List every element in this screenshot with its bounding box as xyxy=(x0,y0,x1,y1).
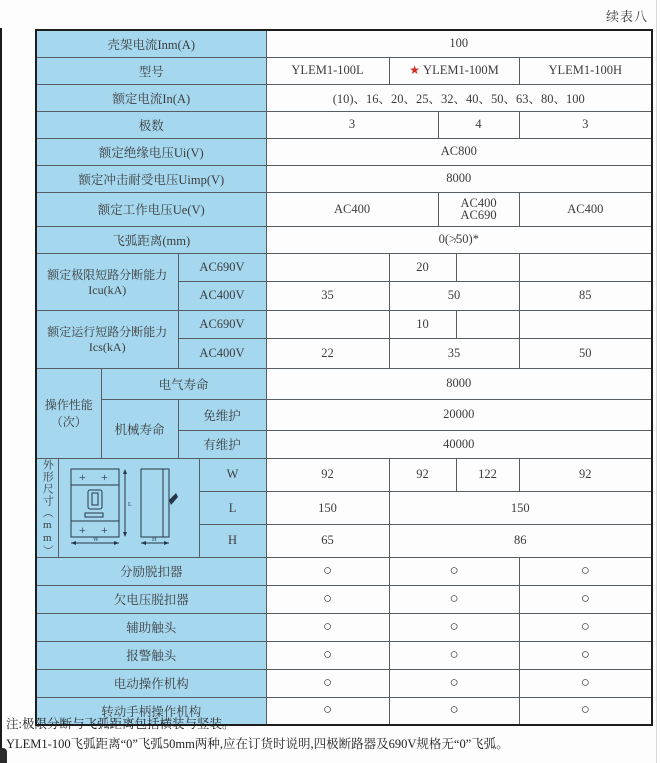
maintained-label: 有维护 xyxy=(178,430,266,458)
ics-ac400-value-2: 35 xyxy=(389,338,519,368)
dim-l-value-1: 150 xyxy=(266,491,389,524)
breaker-dimension-drawing xyxy=(58,458,199,557)
svg-text:W: W xyxy=(93,536,99,543)
insulation-voltage-value: AC800 xyxy=(266,138,652,165)
circle-mark-icon: ○ xyxy=(580,618,590,635)
ics-ac690-empty-1 xyxy=(266,310,389,338)
insulation-voltage-label: 额定绝缘电压Ui(V) xyxy=(36,138,266,165)
footer-note-1: 注:极限分断与飞弧距离包括横装与竖装。 xyxy=(6,717,235,731)
svg-text:+: + xyxy=(79,522,86,537)
table-row xyxy=(36,399,652,430)
circle-mark-icon: ○ xyxy=(322,646,333,663)
frame-current-label: 壳架电流Inm(A) xyxy=(36,30,266,57)
model-l-value: YLEM1-100L xyxy=(266,57,389,84)
continued-table-label: 续表八 xyxy=(605,9,648,24)
accessory-label-motor-operator: 电动操作机构 xyxy=(36,669,266,697)
impulse-voltage-label: 额定冲击耐受电压Uimp(V) xyxy=(36,165,266,192)
svg-text:+: + xyxy=(79,469,86,484)
dim-w-value-3: 122 xyxy=(456,458,519,491)
svg-text:+: + xyxy=(101,522,108,537)
breaker-outline-icon xyxy=(59,464,198,548)
poles-value-2: 4 xyxy=(438,111,519,138)
poles-label: 极数 xyxy=(36,111,266,138)
table-row xyxy=(36,310,652,338)
scan-left-edge xyxy=(0,28,2,759)
mark-cell xyxy=(519,697,652,725)
mark-cell xyxy=(389,585,519,613)
icu-ac690-empty-1 xyxy=(266,253,389,281)
table-row xyxy=(36,557,652,585)
ics-ac690-empty-3 xyxy=(519,310,652,338)
circle-mark-icon: ○ xyxy=(322,562,333,579)
electrical-life-value: 8000 xyxy=(266,368,652,399)
mark-cell xyxy=(519,641,652,669)
model-m-text: YLEM1-100M xyxy=(423,63,499,77)
table-row xyxy=(36,165,652,192)
dimensions-label xyxy=(36,458,58,557)
icu-ac690-empty-2 xyxy=(456,253,519,281)
table-row xyxy=(36,253,652,281)
circle-mark-icon: ○ xyxy=(580,702,590,719)
ics-ac400-value-3: 50 xyxy=(519,338,652,368)
dim-h-label: H xyxy=(199,525,266,557)
table-row xyxy=(36,138,652,165)
working-voltage-value-2 xyxy=(438,192,519,226)
dimensions-label-text: 外形尺寸（mm） xyxy=(41,458,54,557)
ics-ac400-sublabel: AC400V xyxy=(178,338,266,368)
icu-label: 额定极限短路分断能力Icu(kA) xyxy=(36,253,178,310)
mark-cell xyxy=(519,613,652,641)
ics-label: 额定运行短路分断能力Ics(kA) xyxy=(36,310,178,368)
dim-l-label: L xyxy=(199,491,266,524)
table-row xyxy=(36,613,652,641)
impulse-voltage-value: 8000 xyxy=(266,165,652,192)
mark-cell xyxy=(266,641,389,669)
accessory-label-rotary-handle: 转动手柄操作机构 xyxy=(36,697,266,725)
dim-w-value-2: 92 xyxy=(389,458,456,491)
circle-mark-icon: ○ xyxy=(580,562,590,579)
accessory-label-undervoltage-release: 欠电压脱扣器 xyxy=(36,585,266,613)
maintained-value: 40000 xyxy=(266,430,652,458)
icu-ac400-value-1: 35 xyxy=(266,281,389,310)
circle-mark-icon: ○ xyxy=(322,674,333,691)
ics-ac400-value-1: 22 xyxy=(266,338,389,368)
svg-text:L: L xyxy=(128,501,132,508)
mark-cell xyxy=(389,669,519,697)
table-row xyxy=(36,57,652,84)
dim-h-value-2: 86 xyxy=(389,525,652,557)
table-row xyxy=(36,641,652,669)
mark-cell xyxy=(266,613,389,641)
arc-distance-label: 飞弧距离(mm) xyxy=(36,226,266,253)
circle-mark-icon: ○ xyxy=(449,562,459,579)
mark-cell xyxy=(389,641,519,669)
circle-mark-icon: ○ xyxy=(449,674,459,691)
table-row xyxy=(36,458,652,491)
table-row xyxy=(36,368,652,399)
mark-cell xyxy=(519,557,652,585)
electrical-life-label: 电气寿命 xyxy=(101,368,266,399)
icu-ac400-sublabel: AC400V xyxy=(178,281,266,310)
ics-ac690-sublabel: AC690V xyxy=(178,310,266,338)
dim-h-value-1: 65 xyxy=(266,525,389,557)
footer-note-2: YLEM1-100飞弧距离“0”飞弧50mm两种,应在订货时说明,四极断路器及690V规格无“0”飞弧。 xyxy=(6,737,509,751)
model-m-value xyxy=(389,57,519,84)
circle-mark-icon: ○ xyxy=(322,702,333,719)
ics-ac690-value: 10 xyxy=(389,310,456,338)
accessory-label-auxiliary-contact: 辅助触头 xyxy=(36,613,266,641)
table-row xyxy=(36,111,652,138)
ics-ac690-empty-2 xyxy=(456,310,519,338)
maintenance-free-label: 免维护 xyxy=(178,399,266,430)
spec-table xyxy=(35,29,653,726)
table-row xyxy=(36,84,652,111)
circle-mark-icon: ○ xyxy=(449,590,459,607)
maintenance-free-value: 20000 xyxy=(266,399,652,430)
performance-label: 操作性能（次） xyxy=(36,368,101,458)
model-h-value: YLEM1-100H xyxy=(519,57,652,84)
footer-notes xyxy=(6,714,509,754)
mark-cell xyxy=(519,669,652,697)
svg-text:H: H xyxy=(152,536,157,543)
model-label: 型号 xyxy=(36,57,266,84)
circle-mark-icon: ○ xyxy=(580,674,590,691)
working-voltage-label: 额定工作电压Ue(V) xyxy=(36,192,266,226)
mark-cell xyxy=(389,613,519,641)
working-voltage-value-3: AC400 xyxy=(519,192,652,226)
icu-ac400-value-2: 50 xyxy=(389,281,519,310)
icu-ac400-value-3: 85 xyxy=(519,281,652,310)
star-icon: ★ xyxy=(409,63,421,77)
working-voltage-value-2-line2: AC690 xyxy=(460,208,497,222)
table-row xyxy=(36,585,652,613)
arc-distance-value: 0(≯50)* xyxy=(266,226,652,253)
rated-current-value: (10)、16、20、25、32、40、50、63、80、100 xyxy=(266,84,652,111)
accessory-label-alarm-contact: 报警触头 xyxy=(36,641,266,669)
rated-current-label: 额定电流In(A) xyxy=(36,84,266,111)
poles-value-3: 3 xyxy=(519,111,652,138)
icu-ac690-empty-3 xyxy=(519,253,652,281)
circle-mark-icon: ○ xyxy=(449,702,459,719)
scan-right-edge xyxy=(656,0,657,763)
circle-mark-icon: ○ xyxy=(580,590,590,607)
table-row xyxy=(36,30,652,57)
poles-value-1: 3 xyxy=(266,111,438,138)
frame-current-value: 100 xyxy=(266,30,652,57)
mark-cell xyxy=(519,585,652,613)
table-row xyxy=(36,192,652,226)
working-voltage-value-2-line1: AC400 xyxy=(460,196,497,210)
mark-cell xyxy=(266,585,389,613)
working-voltage-value-1: AC400 xyxy=(266,192,438,226)
table-row xyxy=(36,669,652,697)
mark-cell xyxy=(266,557,389,585)
accessory-label-shunt-release: 分励脱扣器 xyxy=(36,557,266,585)
mark-cell xyxy=(266,669,389,697)
circle-mark-icon: ○ xyxy=(322,590,333,607)
circle-mark-icon: ○ xyxy=(449,646,459,663)
circle-mark-icon: ○ xyxy=(322,618,333,635)
svg-text:+: + xyxy=(101,469,108,484)
dim-w-value-1: 92 xyxy=(266,458,389,491)
icu-ac690-sublabel: AC690V xyxy=(178,253,266,281)
circle-mark-icon: ○ xyxy=(449,618,459,635)
circle-mark-icon: ○ xyxy=(580,646,590,663)
dim-w-label: W xyxy=(199,458,266,491)
table-row xyxy=(36,226,652,253)
dim-w-value-4: 92 xyxy=(519,458,652,491)
dim-l-value-2: 150 xyxy=(389,491,652,524)
icu-ac690-value: 20 xyxy=(389,253,456,281)
mark-cell xyxy=(389,557,519,585)
mechanical-life-label: 机械寿命 xyxy=(101,399,178,458)
